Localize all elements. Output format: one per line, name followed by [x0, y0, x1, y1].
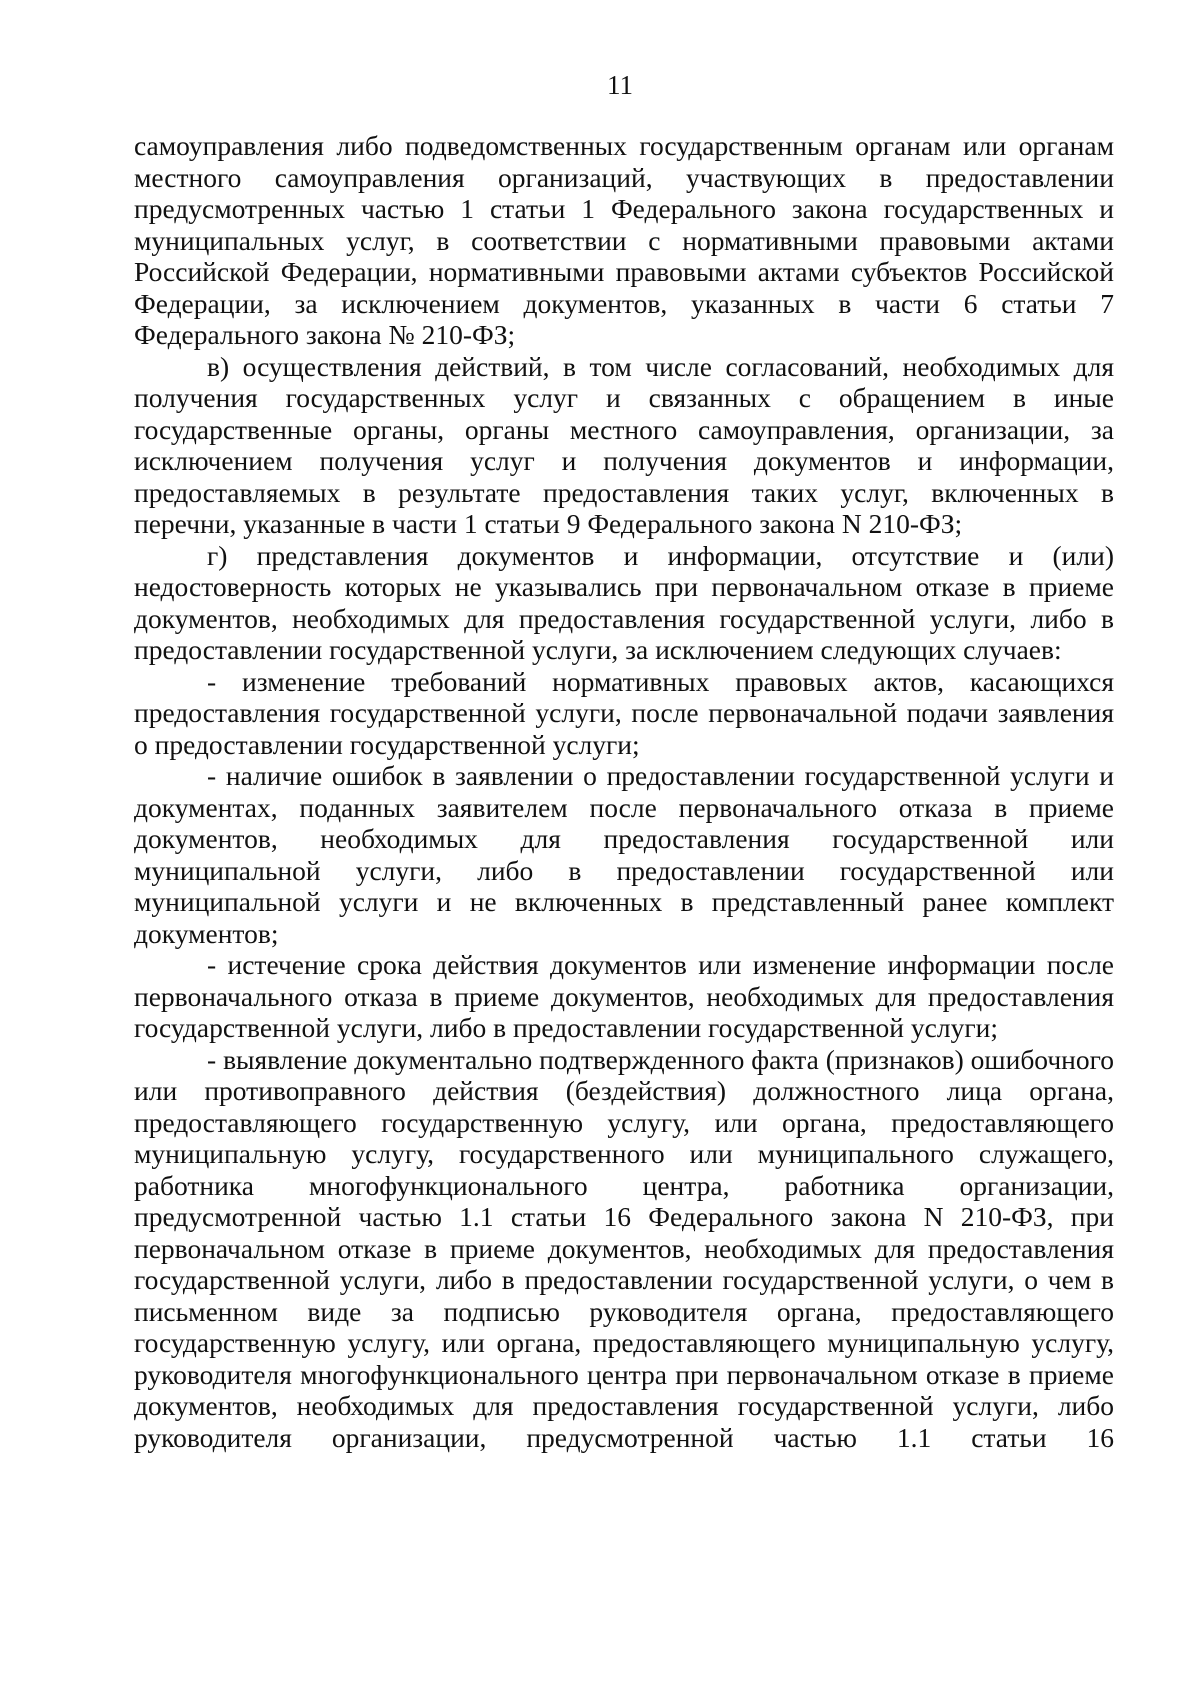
paragraph-exception-3: - истечение срока действия документов или изменение информации после первоначального отказа в приеме документов, необходимых для предоставления государственной услуги, либо в предоставлении государственной услуги;	[134, 949, 1114, 1043]
document-body	[134, 130, 1114, 1453]
paragraph-continuation: самоуправления либо подведомственных государственным органам или органам местного самоуправления организаций, участвующих в предоставлении предусмотренных частью 1 статьи 1 Федерального закона государственных и муниципальных услуг, в соответствии с нормативными правовыми актами Российской Федерации, нормативными правовыми актами субъектов Российской Федерации, за исключением документов, указанных в части 6 статьи 7 Федерального закона № 210-ФЗ;	[134, 130, 1114, 350]
paragraph-exception-4: - выявление документально подтвержденного факта (признаков) ошибочного или противоправного действия (бездействия) должностного лица органа, предоставляющего государственную услугу, или органа, предоставляющего муниципальную услугу, государственного или муниципального служащего, работника многофункционального центра, работника организации, предусмотренной частью 1.1 статьи 16 Федерального закона N 210-ФЗ, при первоначальном отказе в приеме документов, необходимых для предоставления государственной услуги, либо в предоставлении государственной услуги, о чем в письменном виде за подписью руководителя органа, предоставляющего государственную услугу, или органа, предоставляющего муниципальную услугу, руководителя многофункционального центра при первоначальном отказе в приеме документов, необходимых для предоставления государственной услуги, либо руководителя организации, предусмотренной частью 1.1 статьи 16	[134, 1043, 1114, 1453]
paragraph-item-v: в) осуществления действий, в том числе согласований, необходимых для получения государственных услуг и связанных с обращением в иные государственные органы, органы местного самоуправления, организации, за исключением получения услуг и получения документов и информации, предоставляемых в результате предоставления таких услуг, включенных в перечни, указанные в части 1 статьи 9 Федерального закона N 210-ФЗ;	[134, 350, 1114, 539]
paragraph-item-g: г) представления документов и информации, отсутствие и (или) недостоверность которых не указывались при первоначальном отказе в приеме документов, необходимых для предоставления государственной услуги, либо в предоставлении государственной услуги, за исключением следующих случаев:	[134, 539, 1114, 665]
page-number: 11	[607, 70, 633, 100]
paragraph-exception-2: - наличие ошибок в заявлении о предоставлении государственной услуги и документах, поданных заявителем после первоначального отказа в приеме документов, необходимых для предоставления государственной или муниципальной услуги, либо в предоставлении государственной или муниципальной услуги и не включенных в представленный ранее комплект документов;	[134, 760, 1114, 949]
paragraph-exception-1: - изменение требований нормативных правовых актов, касающихся предоставления государственной услуги, после первоначальной подачи заявления о предоставлении государственной услуги;	[134, 665, 1114, 760]
